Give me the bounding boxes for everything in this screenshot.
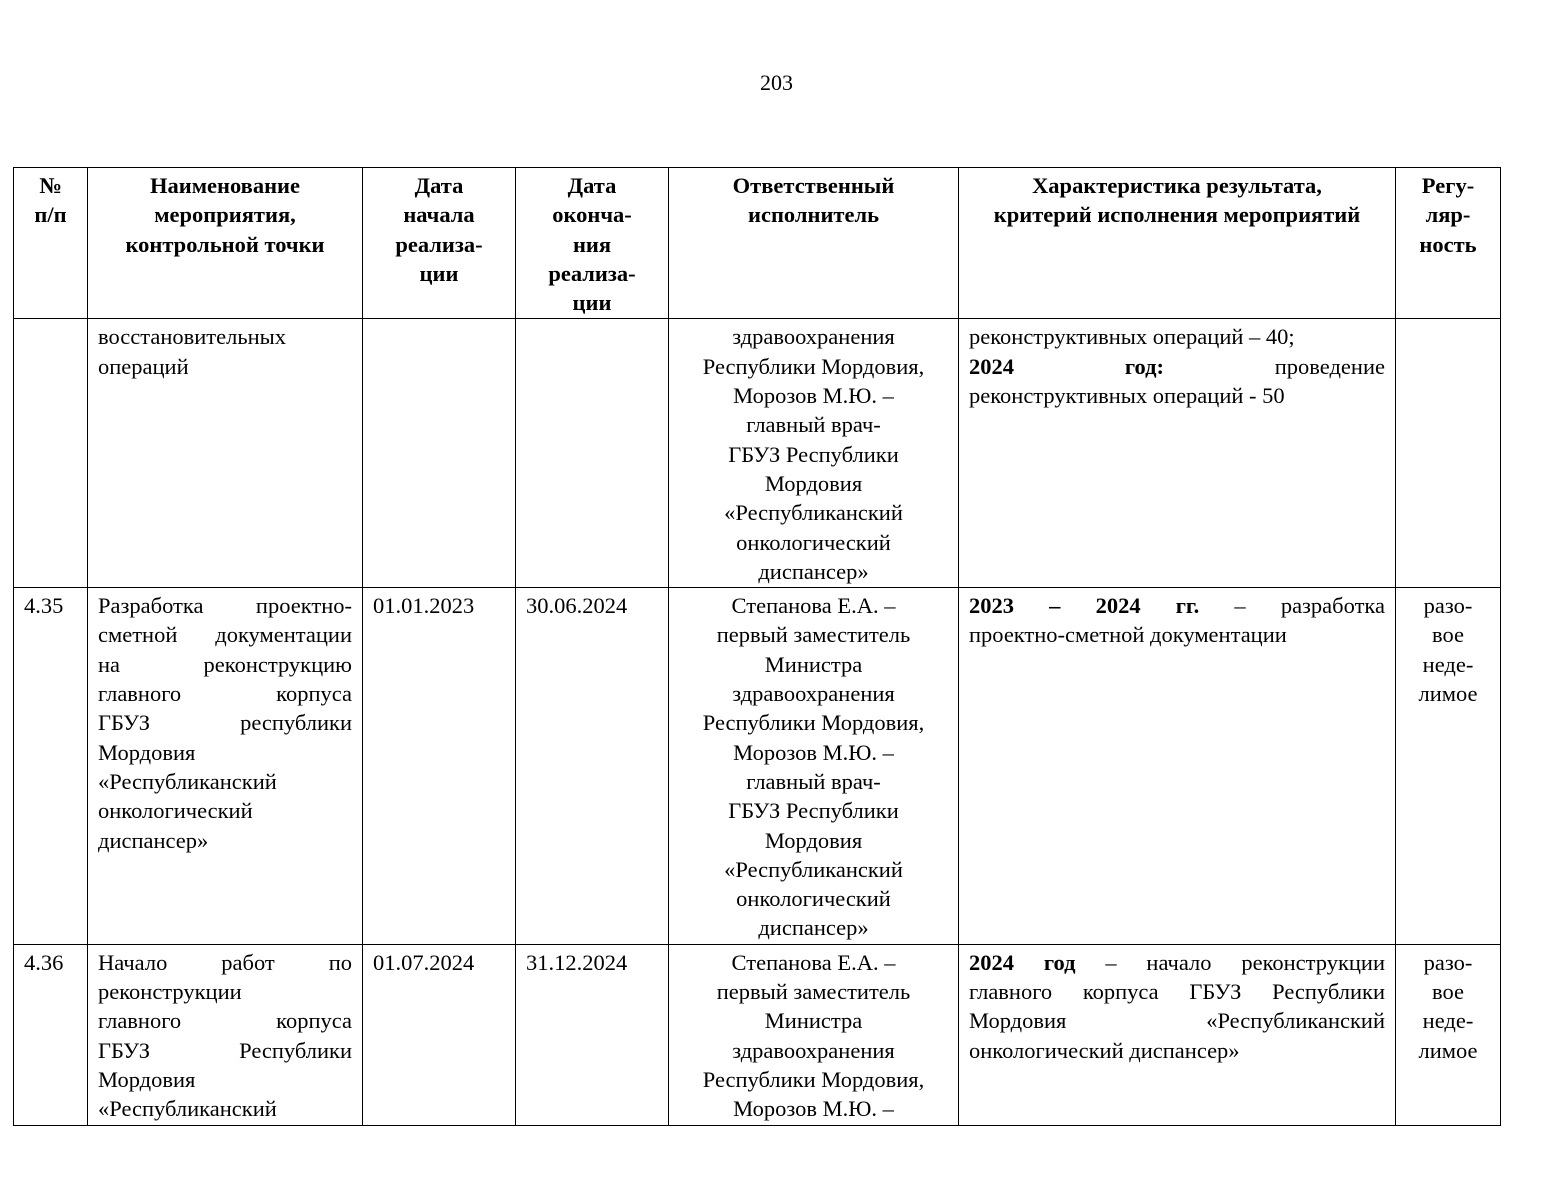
text-line: ГБУЗ Республики: [98, 1037, 352, 1063]
cell-responsible: [669, 319, 959, 588]
text-line: Министра: [764, 651, 863, 677]
text-line: исполнитель: [748, 202, 879, 228]
events-table: [13, 167, 1501, 1126]
cell-number: [14, 319, 88, 588]
cell-result: [959, 944, 1396, 1125]
text-line: ции: [419, 260, 459, 286]
cell-end-date: 31.12.2024: [516, 944, 669, 1125]
text-line: онкологический: [736, 529, 891, 555]
text-line: разо-: [1423, 949, 1473, 975]
cell-number: 4.36: [14, 944, 88, 1125]
text-line: главный врач-: [746, 412, 881, 438]
text-line: на реконструкцию: [98, 651, 352, 677]
text-line: Начало работ по: [98, 949, 352, 975]
cell-result: [959, 588, 1396, 945]
text-line: Степанова Е.А. –: [731, 949, 896, 975]
text-line: мероприятия,: [154, 202, 296, 228]
cell-end-date: [516, 319, 669, 588]
text-line: контрольной точки: [125, 231, 325, 257]
text-line: №: [39, 173, 62, 198]
text-line: Мордовия: [98, 1066, 196, 1092]
table-header-row: [14, 168, 1501, 319]
text-line: реализа-: [548, 260, 636, 286]
text-line: Морозов М.Ю. –: [733, 383, 894, 409]
header-number: [14, 168, 88, 319]
cell-regularity: [1396, 944, 1501, 1125]
cell-number: 4.35: [14, 588, 88, 945]
text-line: диспансер»: [98, 827, 209, 853]
cell-start-date: 01.01.2023: [363, 588, 516, 945]
cell-event-name: [88, 319, 363, 588]
header-event-name: [88, 168, 363, 319]
text-line: ГБУЗ Республики: [728, 798, 899, 824]
text-line: вое: [1432, 622, 1464, 648]
text-line: Мордовия: [98, 739, 196, 765]
text-line: Мордовия: [764, 827, 863, 853]
text-line: ния: [572, 231, 612, 257]
text-line: «Республиканский: [724, 856, 903, 882]
cell-regularity: [1396, 588, 1501, 945]
text-line: операций: [98, 353, 189, 379]
text-line: главного корпуса ГБУЗ Республики: [969, 979, 1385, 1005]
text-line: главного корпуса: [98, 681, 352, 707]
text-line: главный врач-: [746, 768, 881, 794]
text-line: ность: [1419, 231, 1477, 257]
result-year: 2024 год:: [969, 353, 1164, 379]
result-line: проектно-сметной документации: [969, 622, 1287, 648]
result-line: [969, 591, 1385, 620]
text-line: Степанова Е.А. –: [731, 593, 896, 619]
text-line: Характеристика результата,: [1032, 173, 1322, 198]
result-text: – разработка: [1234, 593, 1385, 619]
text-line: Республики Мордовия,: [702, 710, 925, 736]
cell-event-name: [88, 944, 363, 1125]
text-line: Мордовия «Республиканский: [969, 1008, 1385, 1034]
text-line: первый заместитель: [716, 622, 911, 648]
text-line: онкологический: [736, 886, 891, 912]
result-year: 2024 год: [969, 949, 1076, 975]
text-line: «Республиканский: [724, 500, 903, 526]
cell-responsible: [669, 588, 959, 945]
header-end-date: [516, 168, 669, 319]
text-line: «Республиканский: [98, 1096, 277, 1122]
text-line: диспансер»: [758, 558, 869, 584]
text-line: Регу-: [1421, 173, 1475, 198]
text-line: здравоохранения: [732, 324, 895, 350]
header-start-date: [363, 168, 516, 319]
table-row: [14, 944, 1501, 1125]
result-line: онкологический диспансер»: [969, 1037, 1240, 1063]
table-row: [14, 588, 1501, 945]
table-row: [14, 319, 1501, 588]
text-line: ГБУЗ Республики: [728, 441, 899, 467]
cell-start-date: [363, 319, 516, 588]
text-line: онкологический: [98, 798, 253, 824]
page-number: 203: [760, 70, 793, 95]
text-line: Дата: [567, 173, 617, 198]
result-text: – начало реконструкции: [1105, 949, 1386, 975]
text-line: Дата: [414, 173, 464, 198]
text-line: восстановительных: [98, 324, 287, 350]
text-line: лимое: [1418, 1037, 1478, 1063]
text-line: неде-: [1422, 1008, 1474, 1034]
result-text: проведение: [1274, 353, 1385, 379]
text-line: вое: [1432, 979, 1464, 1005]
text-line: диспансер»: [758, 915, 869, 941]
header-responsible: [669, 168, 959, 319]
result-line: реконструктивных операций - 50: [969, 383, 1285, 409]
cell-start-date: 01.07.2024: [363, 944, 516, 1125]
text-line: Мордовия: [764, 470, 863, 496]
name-line: реконструкции: [98, 979, 242, 1005]
text-line: здравоохранения: [732, 1037, 895, 1063]
text-line: Морозов М.Ю. –: [733, 739, 894, 765]
text-line: здравоохранения: [732, 681, 895, 707]
cell-event-name: [88, 588, 363, 945]
result-line: [969, 948, 1385, 977]
text-line: ляр-: [1425, 202, 1471, 228]
text-line: ции: [572, 290, 612, 316]
text-line: неде-: [1422, 651, 1474, 677]
text-line: Наименование: [150, 173, 300, 198]
text-line: п/п: [34, 202, 67, 228]
text-line: критерий исполнения мероприятий: [993, 202, 1361, 228]
cell-responsible: [669, 944, 959, 1125]
text-line: главного корпуса: [98, 1008, 352, 1034]
result-line: [969, 352, 1385, 381]
text-line: Республики Мордовия,: [702, 353, 925, 379]
text-line: реализа-: [395, 231, 483, 257]
cell-result: [959, 319, 1396, 588]
cell-regularity: [1396, 319, 1501, 588]
text-line: «Республиканский: [98, 768, 277, 794]
text-line: оконча-: [552, 202, 632, 228]
text-line: ГБУЗ республики: [98, 710, 352, 736]
cell-end-date: 30.06.2024: [516, 588, 669, 945]
text-line: Морозов М.Ю. –: [733, 1096, 894, 1122]
text-line: сметной документации: [98, 622, 352, 648]
text-line: Разработка проектно-: [98, 593, 352, 619]
header-result: [959, 168, 1396, 319]
text-line: Министра: [764, 1008, 863, 1034]
text-line: первый заместитель: [716, 979, 911, 1005]
text-line: начала: [403, 202, 475, 228]
text-line: Республики Мордовия,: [702, 1066, 925, 1092]
text-line: разо-: [1423, 593, 1473, 619]
text-line: Ответственный: [732, 173, 895, 198]
result-line: реконструктивных операций – 40;: [969, 324, 1295, 350]
result-year: 2023 – 2024 гг.: [969, 593, 1200, 619]
text-line: лимое: [1418, 681, 1478, 707]
header-regularity: [1396, 168, 1501, 319]
